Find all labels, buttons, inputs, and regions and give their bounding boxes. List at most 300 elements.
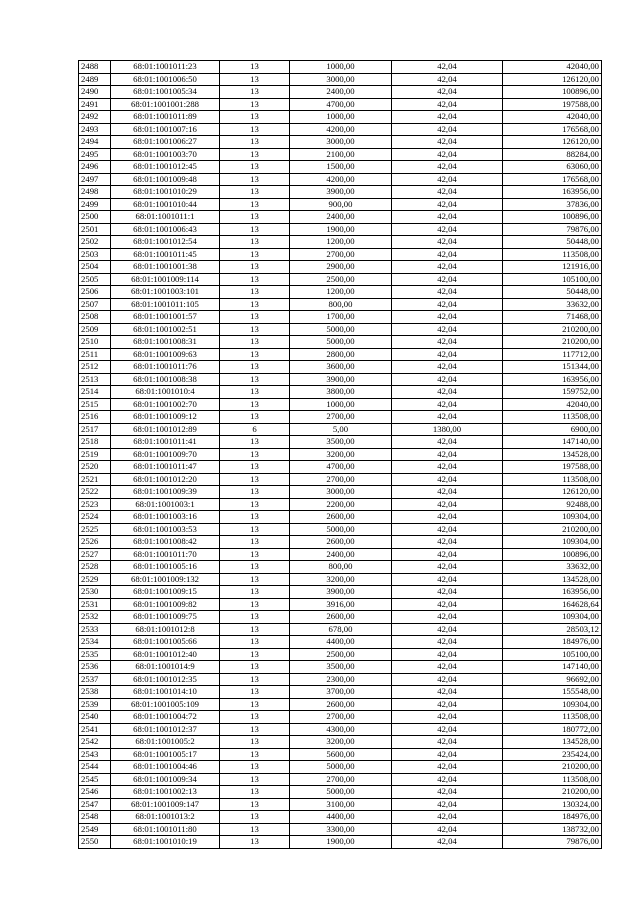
cadastral-table xyxy=(78,60,602,849)
area-value: 2400,00 xyxy=(290,211,392,224)
rate-value: 42,04 xyxy=(392,561,503,574)
area-value: 1200,00 xyxy=(290,286,392,299)
category-code: 13 xyxy=(220,136,290,149)
area-value: 2500,00 xyxy=(290,648,392,661)
table-row xyxy=(79,448,602,461)
cadastral-number: 68:01:1001004:46 xyxy=(111,761,220,774)
rate-value: 42,04 xyxy=(392,273,503,286)
table-row xyxy=(79,648,602,661)
row-number: 2535 xyxy=(79,648,111,661)
rate-value: 42,04 xyxy=(392,461,503,474)
total-value: 42040,00 xyxy=(503,111,602,124)
rate-value: 42,04 xyxy=(392,761,503,774)
area-value: 2400,00 xyxy=(290,86,392,99)
category-code: 13 xyxy=(220,798,290,811)
table-row xyxy=(79,836,602,849)
area-value: 5000,00 xyxy=(290,786,392,799)
area-value: 3200,00 xyxy=(290,448,392,461)
category-code: 13 xyxy=(220,398,290,411)
row-number: 2530 xyxy=(79,586,111,599)
cadastral-number: 68:01:1001011:45 xyxy=(111,248,220,261)
rate-value: 42,04 xyxy=(392,261,503,274)
cadastral-number: 68:01:1001011:23 xyxy=(111,61,220,74)
area-value: 3800,00 xyxy=(290,386,392,399)
category-code: 13 xyxy=(220,823,290,836)
row-number: 2506 xyxy=(79,286,111,299)
table-row xyxy=(79,136,602,149)
category-code: 13 xyxy=(220,486,290,499)
rate-value: 42,04 xyxy=(392,773,503,786)
row-number: 2508 xyxy=(79,311,111,324)
total-value: 113508,00 xyxy=(503,248,602,261)
cadastral-number: 68:01:1001011:76 xyxy=(111,361,220,374)
cadastral-number: 68:01:1001009:15 xyxy=(111,586,220,599)
table-row xyxy=(79,373,602,386)
category-code: 13 xyxy=(220,611,290,624)
table-row xyxy=(79,598,602,611)
area-value: 4200,00 xyxy=(290,123,392,136)
rate-value: 42,04 xyxy=(392,698,503,711)
area-value: 2100,00 xyxy=(290,148,392,161)
category-code: 13 xyxy=(220,273,290,286)
area-value: 5000,00 xyxy=(290,761,392,774)
table-row xyxy=(79,523,602,536)
row-number: 2494 xyxy=(79,136,111,149)
total-value: 155548,00 xyxy=(503,686,602,699)
category-code: 13 xyxy=(220,586,290,599)
row-number: 2516 xyxy=(79,411,111,424)
category-code: 13 xyxy=(220,198,290,211)
cadastral-number: 68:01:1001009:12 xyxy=(111,411,220,424)
row-number: 2532 xyxy=(79,611,111,624)
total-value: 130324,00 xyxy=(503,798,602,811)
category-code: 13 xyxy=(220,498,290,511)
row-number: 2527 xyxy=(79,548,111,561)
row-number: 2511 xyxy=(79,348,111,361)
rate-value: 42,04 xyxy=(392,573,503,586)
table-row xyxy=(79,86,602,99)
row-number: 2548 xyxy=(79,811,111,824)
category-code: 13 xyxy=(220,748,290,761)
area-value: 678,00 xyxy=(290,623,392,636)
area-value: 2700,00 xyxy=(290,473,392,486)
total-value: 134528,00 xyxy=(503,573,602,586)
row-number: 2501 xyxy=(79,223,111,236)
row-number: 2529 xyxy=(79,573,111,586)
total-value: 197588,00 xyxy=(503,98,602,111)
table-row xyxy=(79,361,602,374)
table-row xyxy=(79,661,602,674)
category-code: 13 xyxy=(220,773,290,786)
rate-value: 42,04 xyxy=(392,311,503,324)
cadastral-number: 68:01:1001012:37 xyxy=(111,723,220,736)
rate-value: 42,04 xyxy=(392,586,503,599)
total-value: 210200,00 xyxy=(503,323,602,336)
cadastral-number: 68:01:1001010:4 xyxy=(111,386,220,399)
area-value: 5600,00 xyxy=(290,748,392,761)
area-value: 2700,00 xyxy=(290,411,392,424)
area-value: 5000,00 xyxy=(290,523,392,536)
total-value: 63060,00 xyxy=(503,161,602,174)
category-code: 13 xyxy=(220,648,290,661)
table-row xyxy=(79,548,602,561)
rate-value: 42,04 xyxy=(392,798,503,811)
cadastral-number: 68:01:1001005:17 xyxy=(111,748,220,761)
table-row xyxy=(79,736,602,749)
rate-value: 1380,00 xyxy=(392,423,503,436)
category-code: 13 xyxy=(220,311,290,324)
cadastral-number: 68:01:1001004:72 xyxy=(111,711,220,724)
total-value: 147140,00 xyxy=(503,436,602,449)
row-number: 2520 xyxy=(79,461,111,474)
rate-value: 42,04 xyxy=(392,448,503,461)
category-code: 13 xyxy=(220,523,290,536)
total-value: 42040,00 xyxy=(503,398,602,411)
category-code: 13 xyxy=(220,123,290,136)
rate-value: 42,04 xyxy=(392,786,503,799)
row-number: 2538 xyxy=(79,686,111,699)
area-value: 3300,00 xyxy=(290,823,392,836)
area-value: 2200,00 xyxy=(290,498,392,511)
total-value: 235424,00 xyxy=(503,748,602,761)
area-value: 3000,00 xyxy=(290,486,392,499)
row-number: 2521 xyxy=(79,473,111,486)
category-code: 13 xyxy=(220,836,290,849)
rate-value: 42,04 xyxy=(392,736,503,749)
cadastral-number: 68:01:1001012:40 xyxy=(111,648,220,661)
total-value: 71468,00 xyxy=(503,311,602,324)
rate-value: 42,04 xyxy=(392,111,503,124)
total-value: 184976,00 xyxy=(503,636,602,649)
table-row xyxy=(79,198,602,211)
row-number: 2522 xyxy=(79,486,111,499)
category-code: 13 xyxy=(220,111,290,124)
row-number: 2549 xyxy=(79,823,111,836)
rate-value: 42,04 xyxy=(392,398,503,411)
cadastral-number: 68:01:1001005:16 xyxy=(111,561,220,574)
table-row xyxy=(79,573,602,586)
cadastral-number: 68:01:1001012:20 xyxy=(111,473,220,486)
category-code: 13 xyxy=(220,673,290,686)
category-code: 13 xyxy=(220,186,290,199)
cadastral-number: 68:01:1001010:44 xyxy=(111,198,220,211)
total-value: 109304,00 xyxy=(503,511,602,524)
cadastral-number: 68:01:1001003:101 xyxy=(111,286,220,299)
area-value: 3900,00 xyxy=(290,373,392,386)
total-value: 109304,00 xyxy=(503,611,602,624)
cadastral-number: 68:01:1001010:19 xyxy=(111,836,220,849)
category-code: 13 xyxy=(220,636,290,649)
total-value: 100896,00 xyxy=(503,211,602,224)
cadastral-number: 68:01:1001003:16 xyxy=(111,511,220,524)
table-row xyxy=(79,811,602,824)
rate-value: 42,04 xyxy=(392,548,503,561)
total-value: 33632,00 xyxy=(503,561,602,574)
area-value: 2700,00 xyxy=(290,711,392,724)
row-number: 2534 xyxy=(79,636,111,649)
cadastral-number: 68:01:1001011:80 xyxy=(111,823,220,836)
total-value: 147140,00 xyxy=(503,661,602,674)
total-value: 42040,00 xyxy=(503,61,602,74)
total-value: 180772,00 xyxy=(503,723,602,736)
table-row xyxy=(79,686,602,699)
cadastral-number: 68:01:1001008:31 xyxy=(111,336,220,349)
rate-value: 42,04 xyxy=(392,123,503,136)
cadastral-number: 68:01:1001009:63 xyxy=(111,348,220,361)
table-row xyxy=(79,398,602,411)
cadastral-number: 68:01:1001002:13 xyxy=(111,786,220,799)
rate-value: 42,04 xyxy=(392,811,503,824)
total-value: 113508,00 xyxy=(503,711,602,724)
category-code: 13 xyxy=(220,298,290,311)
table-body xyxy=(79,61,602,849)
total-value: 210200,00 xyxy=(503,336,602,349)
category-code: 13 xyxy=(220,761,290,774)
row-number: 2513 xyxy=(79,373,111,386)
area-value: 800,00 xyxy=(290,298,392,311)
area-value: 2400,00 xyxy=(290,548,392,561)
table-row xyxy=(79,773,602,786)
area-value: 3500,00 xyxy=(290,436,392,449)
table-row xyxy=(79,311,602,324)
total-value: 50448,00 xyxy=(503,236,602,249)
cadastral-number: 68:01:1001012:89 xyxy=(111,423,220,436)
table-row xyxy=(79,411,602,424)
category-code: 13 xyxy=(220,223,290,236)
table-row xyxy=(79,273,602,286)
total-value: 28503,12 xyxy=(503,623,602,636)
cadastral-number: 68:01:1001014:9 xyxy=(111,661,220,674)
table-row xyxy=(79,261,602,274)
cadastral-number: 68:01:1001011:47 xyxy=(111,461,220,474)
cadastral-number: 68:01:1001002:70 xyxy=(111,398,220,411)
area-value: 900,00 xyxy=(290,198,392,211)
total-value: 126120,00 xyxy=(503,73,602,86)
row-number: 2503 xyxy=(79,248,111,261)
cadastral-number: 68:01:1001008:38 xyxy=(111,373,220,386)
table-row xyxy=(79,586,602,599)
category-code: 13 xyxy=(220,711,290,724)
table-row xyxy=(79,111,602,124)
rate-value: 42,04 xyxy=(392,648,503,661)
category-code: 13 xyxy=(220,736,290,749)
area-value: 5000,00 xyxy=(290,323,392,336)
table-row xyxy=(79,73,602,86)
category-code: 13 xyxy=(220,661,290,674)
rate-value: 42,04 xyxy=(392,411,503,424)
row-number: 2502 xyxy=(79,236,111,249)
area-value: 4700,00 xyxy=(290,461,392,474)
table-row xyxy=(79,186,602,199)
table-row xyxy=(79,498,602,511)
rate-value: 42,04 xyxy=(392,436,503,449)
row-number: 2515 xyxy=(79,398,111,411)
rate-value: 42,04 xyxy=(392,236,503,249)
category-code: 13 xyxy=(220,448,290,461)
row-number: 2493 xyxy=(79,123,111,136)
total-value: 92488,00 xyxy=(503,498,602,511)
category-code: 13 xyxy=(220,461,290,474)
area-value: 3000,00 xyxy=(290,73,392,86)
row-number: 2490 xyxy=(79,86,111,99)
cadastral-number: 68:01:1001009:132 xyxy=(111,573,220,586)
category-code: 13 xyxy=(220,73,290,86)
table-row xyxy=(79,161,602,174)
area-value: 3600,00 xyxy=(290,361,392,374)
category-code: 13 xyxy=(220,511,290,524)
row-number: 2505 xyxy=(79,273,111,286)
rate-value: 42,04 xyxy=(392,223,503,236)
rate-value: 42,04 xyxy=(392,661,503,674)
cadastral-number: 68:01:1001006:27 xyxy=(111,136,220,149)
area-value: 2600,00 xyxy=(290,536,392,549)
row-number: 2499 xyxy=(79,198,111,211)
total-value: 96692,00 xyxy=(503,673,602,686)
rate-value: 42,04 xyxy=(392,836,503,849)
row-number: 2488 xyxy=(79,61,111,74)
cadastral-number: 68:01:1001005:66 xyxy=(111,636,220,649)
area-value: 3700,00 xyxy=(290,686,392,699)
cadastral-number: 68:01:1001003:70 xyxy=(111,148,220,161)
rate-value: 42,04 xyxy=(392,86,503,99)
cadastral-number: 68:01:1001012:8 xyxy=(111,623,220,636)
row-number: 2528 xyxy=(79,561,111,574)
cadastral-number: 68:01:1001007:16 xyxy=(111,123,220,136)
area-value: 4400,00 xyxy=(290,636,392,649)
rate-value: 42,04 xyxy=(392,198,503,211)
area-value: 4700,00 xyxy=(290,98,392,111)
rate-value: 42,04 xyxy=(392,723,503,736)
total-value: 164628,64 xyxy=(503,598,602,611)
area-value: 4200,00 xyxy=(290,173,392,186)
rate-value: 42,04 xyxy=(392,361,503,374)
table-row xyxy=(79,461,602,474)
table-row xyxy=(79,561,602,574)
rate-value: 42,04 xyxy=(392,623,503,636)
row-number: 2542 xyxy=(79,736,111,749)
category-code: 13 xyxy=(220,261,290,274)
rate-value: 42,04 xyxy=(392,173,503,186)
row-number: 2550 xyxy=(79,836,111,849)
row-number: 2539 xyxy=(79,698,111,711)
total-value: 109304,00 xyxy=(503,698,602,711)
row-number: 2546 xyxy=(79,786,111,799)
row-number: 2498 xyxy=(79,186,111,199)
area-value: 3200,00 xyxy=(290,736,392,749)
area-value: 3200,00 xyxy=(290,573,392,586)
row-number: 2491 xyxy=(79,98,111,111)
category-code: 13 xyxy=(220,686,290,699)
total-value: 37836,00 xyxy=(503,198,602,211)
total-value: 113508,00 xyxy=(503,473,602,486)
cadastral-number: 68:01:1001009:48 xyxy=(111,173,220,186)
category-code: 13 xyxy=(220,536,290,549)
row-number: 2537 xyxy=(79,673,111,686)
area-value: 1700,00 xyxy=(290,311,392,324)
table-row xyxy=(79,798,602,811)
row-number: 2536 xyxy=(79,661,111,674)
cadastral-number: 68:01:1001001:57 xyxy=(111,311,220,324)
row-number: 2533 xyxy=(79,623,111,636)
category-code: 13 xyxy=(220,336,290,349)
rate-value: 42,04 xyxy=(392,473,503,486)
table-row xyxy=(79,98,602,111)
category-code: 13 xyxy=(220,598,290,611)
category-code: 13 xyxy=(220,561,290,574)
rate-value: 42,04 xyxy=(392,323,503,336)
cadastral-number: 68:01:1001003:53 xyxy=(111,523,220,536)
rate-value: 42,04 xyxy=(392,636,503,649)
area-value: 3900,00 xyxy=(290,186,392,199)
rate-value: 42,04 xyxy=(392,136,503,149)
rate-value: 42,04 xyxy=(392,61,503,74)
rate-value: 42,04 xyxy=(392,673,503,686)
total-value: 50448,00 xyxy=(503,286,602,299)
table-row xyxy=(79,248,602,261)
row-number: 2509 xyxy=(79,323,111,336)
table-row xyxy=(79,286,602,299)
cadastral-number: 68:01:1001003:1 xyxy=(111,498,220,511)
total-value: 134528,00 xyxy=(503,448,602,461)
table-row xyxy=(79,211,602,224)
table-row xyxy=(79,348,602,361)
cadastral-number: 68:01:1001009:34 xyxy=(111,773,220,786)
area-value: 1900,00 xyxy=(290,836,392,849)
area-value: 1900,00 xyxy=(290,223,392,236)
rate-value: 42,04 xyxy=(392,711,503,724)
cadastral-number: 68:01:1001011:89 xyxy=(111,111,220,124)
area-value: 1500,00 xyxy=(290,161,392,174)
cadastral-number: 68:01:1001013:2 xyxy=(111,811,220,824)
total-value: 117712,00 xyxy=(503,348,602,361)
row-number: 2543 xyxy=(79,748,111,761)
total-value: 113508,00 xyxy=(503,411,602,424)
table-row xyxy=(79,61,602,74)
rate-value: 42,04 xyxy=(392,511,503,524)
cadastral-number: 68:01:1001009:114 xyxy=(111,273,220,286)
total-value: 210200,00 xyxy=(503,523,602,536)
table-row xyxy=(79,386,602,399)
row-number: 2507 xyxy=(79,298,111,311)
category-code: 13 xyxy=(220,386,290,399)
row-number: 2497 xyxy=(79,173,111,186)
total-value: 138732,00 xyxy=(503,823,602,836)
category-code: 13 xyxy=(220,236,290,249)
rate-value: 42,04 xyxy=(392,386,503,399)
row-number: 2492 xyxy=(79,111,111,124)
cadastral-number: 68:01:1001011:1 xyxy=(111,211,220,224)
cadastral-number: 68:01:1001012:54 xyxy=(111,236,220,249)
total-value: 100896,00 xyxy=(503,548,602,561)
total-value: 6900,00 xyxy=(503,423,602,436)
area-value: 5000,00 xyxy=(290,336,392,349)
category-code: 13 xyxy=(220,623,290,636)
total-value: 79876,00 xyxy=(503,223,602,236)
row-number: 2519 xyxy=(79,448,111,461)
table-row xyxy=(79,223,602,236)
table-row xyxy=(79,173,602,186)
category-code: 13 xyxy=(220,548,290,561)
cadastral-number: 68:01:1001006:43 xyxy=(111,223,220,236)
total-value: 105100,00 xyxy=(503,648,602,661)
table-row xyxy=(79,323,602,336)
rate-value: 42,04 xyxy=(392,211,503,224)
total-value: 113508,00 xyxy=(503,773,602,786)
total-value: 79876,00 xyxy=(503,836,602,849)
table-row xyxy=(79,148,602,161)
row-number: 2489 xyxy=(79,73,111,86)
area-value: 3100,00 xyxy=(290,798,392,811)
